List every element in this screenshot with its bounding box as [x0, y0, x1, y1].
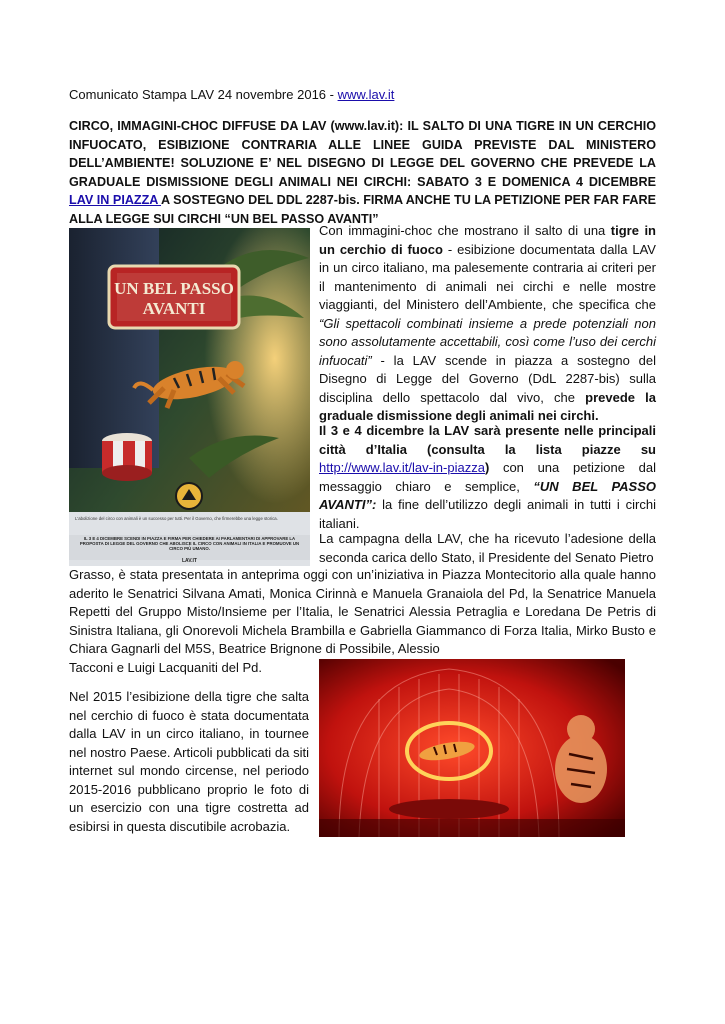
campaign-poster-image: [69, 228, 310, 566]
headline-part2: A SOSTEGNO DEL DDL 2287-bis. FIRMA ANCHE TU LA PETIZIONE PER FAR FARE ALLA LEGGE SUI CIRCHI “UN BEL PASSO AVANTI”: [69, 193, 656, 226]
poster-call-to-action: IL 3 E 4 DICEMBRE SCENDI IN PIAZZA E FIRMA PER CHIEDERE AI PARLAMENTARI DI APPROVARE LA PROPOSTA DI LEGGE DEL GOVERNO CHE ABOLISCE IL CIRCO CON ANIMALI IN ITALIA E PROMUOVE UN CIRCO PIÙ UMANO.: [79, 536, 300, 552]
headline-link[interactable]: LAV IN PIAZZA: [69, 193, 162, 207]
paragraph-3-start: La campagna della LAV, che ha ricevuto l’adesione della seconda carica dello Stato, il Presidente del Senato Pietro: [319, 531, 656, 565]
p1-bold-end: prevede la graduale dismissione degli animali nei circhi.: [319, 389, 656, 423]
p2-bold-a: Il 3 e 4 dicembre la LAV sarà presente nelle principali città d’Italia (consulta la lista piazze su: [319, 423, 656, 457]
p2-campaign-name: “UN BEL PASSO AVANTI”:: [319, 478, 656, 512]
paragraph-3-body: Grasso, è stata presentata in anteprima oggi con un’iniziativa in Piazza Montecitorio alla quale hanno aderito le Senatrici Silvana Amati, Monica Cirinnà e Manuela Granaiola del Pd, la Senatrice Manuela Repetti del Gruppo Misto/Insieme per l’Italia, le Senatrici Alessia Petraglia e Loredana De Petris di Sinistra Italiana, gli Onorevoli Michela Brambilla e Gabriella Giammanco di Forza Italia, Mirko Busto e Chiara Gagnarli del M5S, Beatrice Brignone di Possibile, Alessio: [69, 567, 656, 656]
p1-bold-tiger: tigre in un cerchio di fuoco: [319, 223, 656, 257]
poster-footer: LAV.IT: [181, 558, 197, 564]
paragraph-1: [319, 222, 656, 426]
p2-bold-b: ): [484, 460, 490, 475]
p1-italic-quote: “Gli spettacoli combinati insieme a prede potenziali non sono assolutamente accettabili, così come l’uso dei cerchi infuocati”: [319, 315, 656, 368]
p2-text-c: con una petizione dal messaggio chiaro e semplice,: [319, 460, 656, 494]
p2-piazze-link[interactable]: http://www.lav.it/lav-in-piazza: [319, 460, 485, 475]
paragraph-2: [319, 422, 656, 533]
p1-text-e: - la LAV scende in piazza a sostegno del Disegno di Legge del Governo (DdL 2287-bis) sulla disciplina dello spettacolo dal vivo, che: [319, 352, 656, 405]
paragraph-3-end: Tacconi e Luigi Lacquaniti del Pd.: [69, 660, 262, 675]
headline: [69, 117, 656, 228]
p1-text-c: - esibizione documentata dalla LAV in un circo italiano, ma palesemente contraria ai criteri per il mantenimento di animali nei circhi e nelle mostre viaggianti, del Ministero dell’Ambiente, che specifica che: [319, 241, 656, 312]
svg-text:UN BEL PASSO: UN BEL PASSO: [114, 279, 234, 298]
poster-caption: L'abolizione del circo con animali è un successo per tutti. Per il Governo, che firmerebbe una legge storica.: [75, 516, 278, 521]
headline-part1: CIRCO, IMMAGINI-CHOC DIFFUSE DA LAV (www.lav.it): IL SALTO DI UNA TIGRE IN UN CERCHIO INFUOCATO, ESIBIZIONE CONTRARIA ALLE LINEE GUIDA PREVISTE DAL MINISTERO DELL’AMBIENTE! SOLUZIONE E’ NEL DISEGNO DI LEGGE DEL GOVERNO CHE PREVEDE LA GRADUALE DISMISSIONE DEGLI ANIMALI NEI CIRCHI: SABATO 3 E DOMENICA 4 DICEMBRE: [69, 119, 656, 189]
paragraph-4: Nel 2015 l’esibizione della tigre che salta nel cerchio di fuoco è stata documentata dalla LAV in un circo italiano, in tournee nel nostro Paese. Articoli pubblicati da siti internet sul mondo circense, nel periodo 2015-2016 pubblicano proprio le foto di un esercizio con una tigre costretta ad esibirsi in questa discutibile acrobazia.: [69, 689, 309, 834]
circus-photo-artwork: [319, 659, 625, 837]
circus-tiger-photo: [319, 659, 625, 837]
svg-text:AVANTI: AVANTI: [142, 299, 206, 318]
p1-text-a: Con immagini-choc che mostrano il salto di una: [319, 223, 611, 238]
press-release-header: [69, 86, 669, 105]
p2-text-e: la fine dell’utilizzo degli animali in tutti i circhi italiani.: [319, 497, 656, 531]
header-link[interactable]: www.lav.it: [337, 87, 395, 102]
header-text: Comunicato Stampa LAV 24 novembre 2016 -: [69, 87, 338, 102]
